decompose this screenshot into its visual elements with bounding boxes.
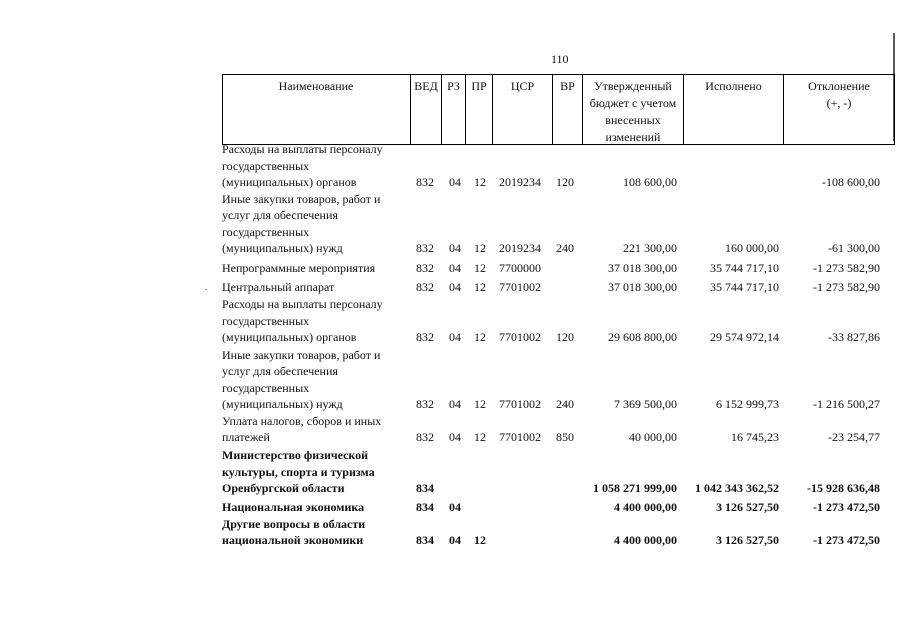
row-name [222,347,412,413]
header-name: Наименование [278,79,354,93]
row-name-line: (муниципальных) нужд [222,241,343,256]
cell-ved: 832 [416,330,434,345]
row-name-line: Центральный аппарат [222,280,335,295]
cell-pr: 12 [474,280,486,295]
cell-rz: 04 [449,500,461,515]
cell-rz: 04 [449,397,461,412]
cell-csr: 2019234 [499,175,541,190]
table-row [0,347,905,413]
row-name [222,279,412,296]
cell-deviation: -1 273 472,50 [813,500,880,515]
cell-vr: 850 [556,430,574,445]
cell-vr: 120 [556,330,574,345]
cell-vr: 120 [556,175,574,190]
cell-budget: 29 608 800,00 [608,330,677,345]
cell-csr: 2019234 [499,241,541,256]
cell-deviation: -1 273 472,50 [813,533,880,548]
row-name-line: Национальная экономика [222,500,365,515]
cell-csr: 7701002 [499,280,541,295]
table-row [0,413,905,446]
row-name-line: государственных [222,313,310,328]
cell-vr: 240 [556,397,574,412]
row-name-line: услуг для обеспечения [222,208,338,223]
row-name-line: Уплата налогов, сборов и иных [222,413,382,428]
cell-budget: 4 400 000,00 [614,533,677,548]
row-name-line: государственных [222,224,310,239]
cell-pr: 12 [474,330,486,345]
table-row [0,516,905,549]
row-name [222,141,412,191]
cell-csr: 7700000 [499,261,541,276]
cell-deviation: -108 600,00 [822,175,880,190]
row-name-line: национальной экономики [222,533,364,548]
cell-executed: 29 574 972,14 [710,330,779,345]
table-row [0,279,905,296]
cell-deviation: -1 273 582,90 [813,261,880,276]
header-budget [583,78,683,146]
cell-vr: 240 [556,241,574,256]
header-col-divider [894,74,895,145]
header-vr: ВР [560,79,575,93]
cell-ved: 832 [416,175,434,190]
row-name-line: государственных [222,380,310,395]
cell-pr: 12 [474,397,486,412]
header-deviation-line: Отклонение [808,79,870,93]
cell-budget: 40 000,00 [629,430,677,445]
cell-executed: 35 744 717,10 [710,280,779,295]
cell-deviation: -23 254,77 [828,430,880,445]
header-csr: ЦСР [510,79,535,93]
cell-rz: 04 [449,533,461,548]
header-pr: ПР [471,79,487,93]
cell-ved: 832 [416,261,434,276]
cell-ved: 832 [416,430,434,445]
row-name-line: (муниципальных) нужд [222,397,343,412]
cell-deviation: -1 273 582,90 [813,280,880,295]
row-name-line: Другие вопросы в области [222,516,366,531]
row-name-line: государственных [222,158,310,173]
cell-budget: 7 369 500,00 [614,397,677,412]
row-name-line: Оренбургской области [222,481,345,496]
cell-budget: 37 018 300,00 [608,261,677,276]
cell-rz: 04 [449,330,461,345]
row-name-line: платежей [222,430,270,445]
cell-executed: 35 744 717,10 [710,261,779,276]
row-name-line: (муниципальных) органов [222,330,357,345]
cell-executed: 1 042 343 362,52 [695,481,779,496]
table-row [0,191,905,257]
cell-ved: 834 [416,500,434,515]
page-number: 110 [551,52,569,66]
cell-ved: 832 [416,397,434,412]
row-name [222,296,412,346]
header-ved: ВЕД [414,79,438,93]
cell-rz: 04 [449,241,461,256]
table-header [222,74,895,145]
header-deviation-line: (+, -) [826,96,852,110]
cell-deviation: -1 216 500,27 [813,397,880,412]
cell-budget: 1 058 271 999,00 [593,481,677,496]
header-deviation [784,78,894,112]
cell-budget: 108 600,00 [623,175,677,190]
cell-rz: 04 [449,261,461,276]
cell-budget: 221 300,00 [623,241,677,256]
cell-budget: 37 018 300,00 [608,280,677,295]
row-name-line: Расходы на выплаты персоналу [222,142,383,157]
row-name-line: (муниципальных) органов [222,175,357,190]
header-top-border [222,74,895,75]
cell-pr: 12 [474,430,486,445]
header-budget-line: внесенных [605,113,661,127]
row-name [222,499,412,516]
cell-deviation: -33 827,86 [828,330,880,345]
table-row [0,141,905,191]
cell-csr: 7701002 [499,330,541,345]
cell-executed: 6 152 999,73 [716,397,779,412]
row-name [222,413,412,446]
cell-executed: 160 000,00 [725,241,779,256]
cell-ved: 834 [416,481,434,496]
table-row [0,447,905,497]
row-name [222,516,412,549]
row-name-line: Иные закупки товаров, работ и [222,347,381,362]
header-budget-line: бюджет с учетом [589,96,677,110]
cell-pr: 12 [474,241,486,256]
cell-ved: 832 [416,241,434,256]
cell-deviation: -15 928 636,48 [807,481,880,496]
cell-csr: 7701002 [499,430,541,445]
cell-rz: 04 [449,280,461,295]
header-executed: Исполнено [705,79,762,93]
row-name-line: культуры, спорта и туризма [222,464,375,479]
header-budget-line: изменений [605,130,661,144]
row-name-line: Министерство физической [222,448,369,463]
row-name [222,191,412,257]
row-name [222,447,412,497]
cell-ved: 832 [416,280,434,295]
table-row [0,499,905,516]
table-row [0,260,905,277]
cell-executed: 16 745,23 [731,430,779,445]
cell-executed: 3 126 527,50 [716,533,779,548]
cell-budget: 4 400 000,00 [614,500,677,515]
cell-deviation: -61 300,00 [828,241,880,256]
cell-rz: 04 [449,175,461,190]
header-budget-line: Утвержденный [594,79,672,93]
row-name-line: Иные закупки товаров, работ и [222,191,381,206]
row-name [222,260,412,277]
table-row [0,296,905,346]
cell-pr: 12 [474,261,486,276]
row-name-line: Расходы на выплаты персоналу [222,297,383,312]
row-name-line: услуг для обеспечения [222,364,338,379]
cell-pr: 12 [474,533,486,548]
cell-ved: 834 [416,533,434,548]
header-rz: РЗ [447,79,460,93]
cell-executed: 3 126 527,50 [716,500,779,515]
cell-csr: 7701002 [499,397,541,412]
row-name-line: Непрограммные мероприятия [222,261,376,276]
cell-pr: 12 [474,175,486,190]
cell-rz: 04 [449,430,461,445]
